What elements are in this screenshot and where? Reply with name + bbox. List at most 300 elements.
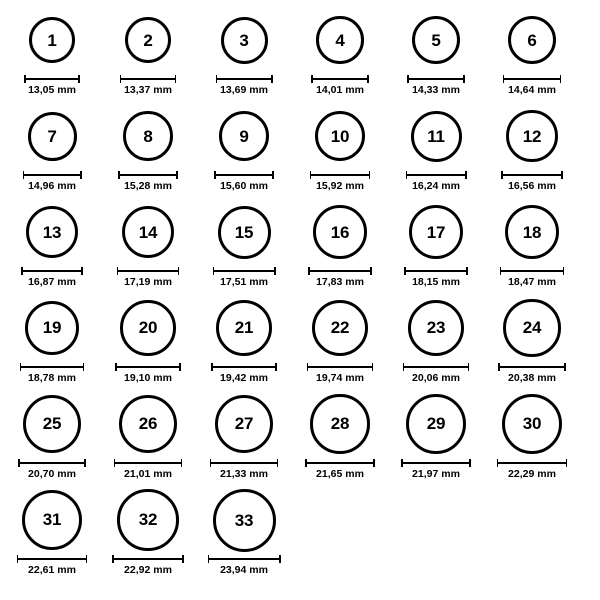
ring-circle-wrap (408, 296, 465, 360)
measure-tick-left (115, 363, 117, 371)
ring-circle (216, 300, 272, 356)
ring-size-label: 6 (527, 30, 537, 50)
measure-tick-right (275, 363, 277, 371)
ring-circle-wrap (123, 104, 173, 168)
ring-circle (23, 395, 81, 453)
diameter-label: 22,29 mm (508, 468, 556, 480)
measure-bar-icon (305, 459, 374, 467)
ring-circle-wrap (122, 200, 175, 264)
measure-tick-right (463, 75, 465, 83)
measure-tick-left (118, 171, 120, 179)
ring-size-cell (4, 296, 100, 392)
ring-size-label: 21 (234, 318, 254, 338)
measure-line (498, 366, 565, 368)
ring-size-cell (196, 488, 292, 584)
diameter-measure (214, 171, 274, 192)
diameter-measure (500, 267, 565, 288)
ring-circle (213, 489, 276, 552)
ring-size-label: 30 (522, 414, 542, 434)
ring-circle (313, 205, 367, 259)
measure-tick-right (277, 459, 279, 467)
diameter-label: 19,10 mm (124, 372, 172, 384)
measure-tick-left (114, 459, 116, 467)
diameter-measure (118, 171, 178, 192)
ring-size-label: 10 (330, 126, 350, 146)
measure-tick-left (23, 171, 25, 179)
ring-size-cell (388, 104, 484, 200)
measure-tick-left (112, 555, 114, 563)
measure-tick-left (403, 363, 405, 371)
ring-size-label: 18 (522, 222, 542, 242)
diameter-measure (307, 363, 373, 384)
measure-tick-left (497, 459, 499, 467)
measure-bar-icon (21, 267, 83, 275)
diameter-label: 14,64 mm (508, 84, 556, 96)
measure-line (115, 366, 180, 368)
measure-tick-left (24, 75, 26, 83)
diameter-measure (407, 75, 465, 96)
measure-bar-icon (406, 171, 467, 179)
measure-line (23, 174, 82, 176)
ring-size-cell (100, 488, 196, 584)
ring-circle-wrap (409, 200, 463, 264)
measure-line (310, 174, 371, 176)
measure-bar-icon (120, 75, 177, 83)
measure-bar-icon (404, 267, 468, 275)
measure-tick-left (18, 459, 20, 467)
ring-circle-wrap (411, 104, 462, 168)
measure-tick-left (498, 363, 500, 371)
ring-size-cell (100, 200, 196, 296)
ring-size-label: 11 (427, 126, 445, 146)
diameter-label: 13,05 mm (28, 84, 76, 96)
diameter-label: 23,94 mm (220, 564, 268, 576)
measure-line (308, 270, 372, 272)
measure-tick-right (560, 75, 562, 83)
ring-size-label: 29 (426, 414, 446, 434)
ring-circle-wrap (508, 8, 557, 72)
diameter-label: 22,92 mm (124, 564, 172, 576)
measure-line (497, 462, 567, 464)
ring-circle-wrap (213, 488, 276, 552)
ring-circle (315, 111, 366, 162)
diameter-label: 19,74 mm (316, 372, 364, 384)
ring-size-label: 31 (42, 510, 62, 530)
ring-size-cell (292, 200, 388, 296)
diameter-label: 16,87 mm (28, 276, 76, 288)
ring-circle-wrap (316, 8, 364, 72)
ring-size-label: 19 (42, 318, 62, 338)
measure-tick-right (373, 459, 375, 467)
diameter-measure (404, 267, 468, 288)
measure-tick-right (176, 171, 178, 179)
measure-tick-left (401, 459, 403, 467)
measure-line (404, 270, 468, 272)
ring-circle (25, 301, 80, 356)
measure-tick-left (21, 267, 23, 275)
measure-bar-icon (112, 555, 183, 563)
measure-tick-right (81, 267, 83, 275)
ring-size-label: 26 (138, 414, 158, 434)
measure-bar-icon (24, 75, 80, 83)
diameter-measure (498, 363, 565, 384)
measure-tick-right (179, 363, 181, 371)
diameter-measure (21, 267, 83, 288)
ring-size-label: 28 (330, 414, 350, 434)
measure-tick-right (369, 171, 371, 179)
diameter-label: 18,78 mm (28, 372, 76, 384)
diameter-label: 17,51 mm (220, 276, 268, 288)
measure-tick-right (274, 267, 276, 275)
diameter-label: 15,28 mm (124, 180, 172, 192)
ring-size-label: 24 (522, 318, 542, 338)
measure-line (21, 270, 83, 272)
diameter-label: 21,97 mm (412, 468, 460, 480)
diameter-measure (115, 363, 180, 384)
ring-size-label: 12 (522, 126, 542, 146)
measure-bar-icon (401, 459, 471, 467)
ring-circle-wrap (215, 392, 274, 456)
measure-bar-icon (20, 363, 85, 371)
ring-circle-wrap (117, 488, 178, 552)
measure-tick-left (503, 75, 505, 83)
ring-size-label: 32 (138, 510, 158, 530)
measure-line (117, 270, 180, 272)
ring-size-grid (4, 8, 596, 584)
ring-circle (505, 205, 560, 260)
measure-tick-right (272, 171, 274, 179)
measure-bar-icon (311, 75, 369, 83)
diameter-label: 21,65 mm (316, 468, 364, 480)
ring-size-label: 27 (234, 414, 254, 434)
ring-size-cell (484, 296, 580, 392)
measure-tick-left (404, 267, 406, 275)
ring-size-label: 7 (47, 126, 57, 146)
diameter-measure (213, 267, 276, 288)
diameter-label: 16,56 mm (508, 180, 556, 192)
measure-tick-right (564, 363, 566, 371)
ring-circle-wrap (412, 8, 460, 72)
diameter-label: 21,33 mm (220, 468, 268, 480)
measure-bar-icon (497, 459, 567, 467)
ring-circle (218, 206, 271, 259)
diameter-label: 20,06 mm (412, 372, 460, 384)
diameter-measure (311, 75, 369, 96)
ring-size-cell (292, 296, 388, 392)
measure-line (18, 462, 86, 464)
diameter-measure (211, 363, 277, 384)
ring-size-cell (388, 392, 484, 488)
ring-size-label: 13 (42, 222, 62, 242)
ring-circle-wrap (221, 8, 268, 72)
measure-line (214, 174, 274, 176)
diameter-measure (503, 75, 562, 96)
measure-bar-icon (210, 459, 279, 467)
measure-tick-right (84, 459, 86, 467)
measure-tick-right (468, 363, 470, 371)
measure-bar-icon (307, 363, 373, 371)
measure-bar-icon (500, 267, 565, 275)
ring-size-cell (196, 104, 292, 200)
measure-tick-left (501, 171, 503, 179)
measure-tick-right (86, 555, 88, 563)
measure-tick-left (307, 363, 309, 371)
measure-line (114, 462, 182, 464)
diameter-measure (497, 459, 567, 480)
measure-bar-icon (23, 171, 82, 179)
ring-size-cell (196, 296, 292, 392)
diameter-label: 15,60 mm (220, 180, 268, 192)
ring-circle (117, 489, 178, 550)
diameter-label: 17,19 mm (124, 276, 172, 288)
ring-circle-wrap (506, 104, 558, 168)
ring-circle-wrap (406, 392, 466, 456)
ring-circle (120, 300, 175, 355)
measure-tick-right (271, 75, 273, 83)
ring-size-cell (196, 8, 292, 104)
measure-tick-right (370, 267, 372, 275)
measure-tick-left (500, 267, 502, 275)
ring-circle-wrap (503, 296, 560, 360)
ring-circle (123, 111, 173, 161)
measure-tick-right (561, 171, 563, 179)
measure-bar-icon (407, 75, 465, 83)
ring-circle (408, 300, 465, 357)
ring-circle (219, 111, 269, 161)
diameter-label: 15,92 mm (316, 180, 364, 192)
ring-size-label: 1 (47, 30, 57, 50)
ring-size-label: 23 (426, 318, 446, 338)
ring-size-label: 9 (239, 126, 249, 146)
ring-circle (409, 205, 463, 259)
measure-bar-icon (118, 171, 178, 179)
measure-tick-left (308, 267, 310, 275)
measure-bar-icon (216, 75, 273, 83)
measure-tick-right (367, 75, 369, 83)
ring-circle (125, 17, 172, 64)
measure-tick-left (20, 363, 22, 371)
ring-size-label: 20 (138, 318, 158, 338)
measure-tick-right (181, 459, 183, 467)
measure-line (120, 78, 177, 80)
ring-size-label: 5 (431, 30, 441, 50)
ring-circle (310, 394, 369, 453)
ring-size-cell (484, 104, 580, 200)
ring-size-label: 3 (239, 30, 249, 50)
ring-circle-wrap (219, 104, 269, 168)
measure-tick-left (311, 75, 313, 83)
ring-size-cell (292, 392, 388, 488)
measure-tick-right (279, 555, 281, 563)
measure-line (213, 270, 276, 272)
ring-circle (406, 394, 466, 454)
diameter-measure (501, 171, 563, 192)
measure-line (17, 558, 88, 560)
diameter-measure (310, 171, 371, 192)
measure-tick-right (83, 363, 85, 371)
measure-tick-left (406, 171, 408, 179)
diameter-measure (406, 171, 467, 192)
measure-line (407, 78, 465, 80)
ring-size-cell (484, 392, 580, 488)
ring-circle-wrap (505, 200, 560, 264)
measure-tick-left (120, 75, 122, 83)
ring-size-cell (196, 392, 292, 488)
measure-line (406, 174, 467, 176)
diameter-label: 14,33 mm (412, 84, 460, 96)
diameter-label: 13,37 mm (124, 84, 172, 96)
ring-circle (122, 206, 175, 259)
measure-tick-right (466, 267, 468, 275)
measure-line (210, 462, 279, 464)
ring-circle (29, 17, 75, 63)
measure-line (20, 366, 85, 368)
diameter-measure (18, 459, 86, 480)
ring-circle-wrap (125, 8, 172, 72)
diameter-measure (401, 459, 471, 480)
ring-size-cell (4, 488, 100, 584)
measure-tick-right (78, 75, 80, 83)
diameter-label: 14,96 mm (28, 180, 76, 192)
ring-size-cell (484, 8, 580, 104)
ring-circle-wrap (502, 392, 562, 456)
measure-tick-left (17, 555, 19, 563)
ring-size-cell (388, 296, 484, 392)
measure-tick-left (216, 75, 218, 83)
diameter-label: 18,47 mm (508, 276, 556, 288)
ring-circle-wrap (25, 296, 80, 360)
ring-size-label: 16 (330, 222, 350, 242)
measure-bar-icon (114, 459, 182, 467)
ring-size-label: 22 (330, 318, 350, 338)
measure-bar-icon (18, 459, 86, 467)
ring-circle (411, 111, 462, 162)
measure-tick-left (407, 75, 409, 83)
measure-bar-icon (310, 171, 371, 179)
measure-bar-icon (17, 555, 88, 563)
measure-bar-icon (211, 363, 277, 371)
ring-size-label: 15 (234, 222, 254, 242)
ring-size-cell (100, 392, 196, 488)
ring-size-label: 14 (138, 222, 158, 242)
measure-tick-left (210, 459, 212, 467)
ring-size-cell (4, 392, 100, 488)
ring-size-cell (196, 200, 292, 296)
diameter-label: 13,69 mm (220, 84, 268, 96)
ring-size-cell (100, 8, 196, 104)
ring-circle-wrap (315, 104, 366, 168)
ring-circle-wrap (310, 392, 369, 456)
measure-tick-left (310, 171, 312, 179)
ring-size-cell (4, 8, 100, 104)
measure-bar-icon (213, 267, 276, 275)
ring-circle-wrap (119, 392, 177, 456)
ring-size-cell (388, 200, 484, 296)
measure-tick-right (563, 267, 565, 275)
measure-tick-right (80, 171, 82, 179)
diameter-label: 16,24 mm (412, 180, 460, 192)
measure-line (305, 462, 374, 464)
ring-circle (26, 206, 78, 258)
diameter-measure (114, 459, 182, 480)
measure-line (403, 366, 470, 368)
measure-tick-right (178, 267, 180, 275)
ring-size-label: 8 (143, 126, 153, 146)
ring-circle (316, 16, 364, 64)
diameter-label: 18,15 mm (412, 276, 460, 288)
ring-circle-wrap (29, 8, 75, 72)
measure-line (112, 558, 183, 560)
ring-circle-wrap (216, 296, 272, 360)
diameter-label: 19,42 mm (220, 372, 268, 384)
measure-bar-icon (308, 267, 372, 275)
ring-circle-wrap (313, 200, 367, 264)
measure-bar-icon (403, 363, 470, 371)
measure-bar-icon (208, 555, 281, 563)
measure-line (307, 366, 373, 368)
diameter-measure (120, 75, 177, 96)
measure-tick-left (211, 363, 213, 371)
ring-circle (28, 112, 77, 161)
measure-line (208, 558, 281, 560)
ring-size-label: 2 (143, 30, 153, 50)
ring-size-cell (292, 104, 388, 200)
ring-circle (215, 395, 274, 454)
ring-circle (508, 16, 557, 65)
diameter-measure (112, 555, 183, 576)
ring-size-label: 4 (335, 30, 345, 50)
ring-circle-wrap (120, 296, 175, 360)
diameter-measure (20, 363, 85, 384)
ring-circle (503, 299, 560, 356)
diameter-measure (24, 75, 80, 96)
ring-circle-wrap (28, 104, 77, 168)
diameter-measure (23, 171, 82, 192)
ring-circle-wrap (218, 200, 271, 264)
measure-tick-right (175, 75, 177, 83)
measure-tick-left (214, 171, 216, 179)
ring-size-label: 17 (426, 222, 446, 242)
diameter-measure (308, 267, 372, 288)
diameter-measure (403, 363, 470, 384)
diameter-measure (117, 267, 180, 288)
ring-circle-wrap (26, 200, 78, 264)
ring-size-cell (388, 8, 484, 104)
measure-line (118, 174, 178, 176)
diameter-label: 20,70 mm (28, 468, 76, 480)
diameter-label: 22,61 mm (28, 564, 76, 576)
diameter-measure (216, 75, 273, 96)
diameter-label: 14,01 mm (316, 84, 364, 96)
ring-circle (506, 110, 558, 162)
ring-circle (502, 394, 562, 454)
measure-line (401, 462, 471, 464)
ring-circle (221, 17, 268, 64)
diameter-measure (208, 555, 281, 576)
measure-bar-icon (498, 363, 565, 371)
ring-size-cell (484, 200, 580, 296)
measure-tick-left (213, 267, 215, 275)
diameter-label: 21,01 mm (124, 468, 172, 480)
measure-line (24, 78, 80, 80)
ring-circle-wrap (312, 296, 368, 360)
measure-bar-icon (501, 171, 563, 179)
ring-circle-wrap (23, 392, 81, 456)
ring-circle (119, 395, 177, 453)
ring-circle-wrap (22, 488, 83, 552)
ring-size-label: 33 (234, 510, 254, 530)
measure-bar-icon (503, 75, 562, 83)
